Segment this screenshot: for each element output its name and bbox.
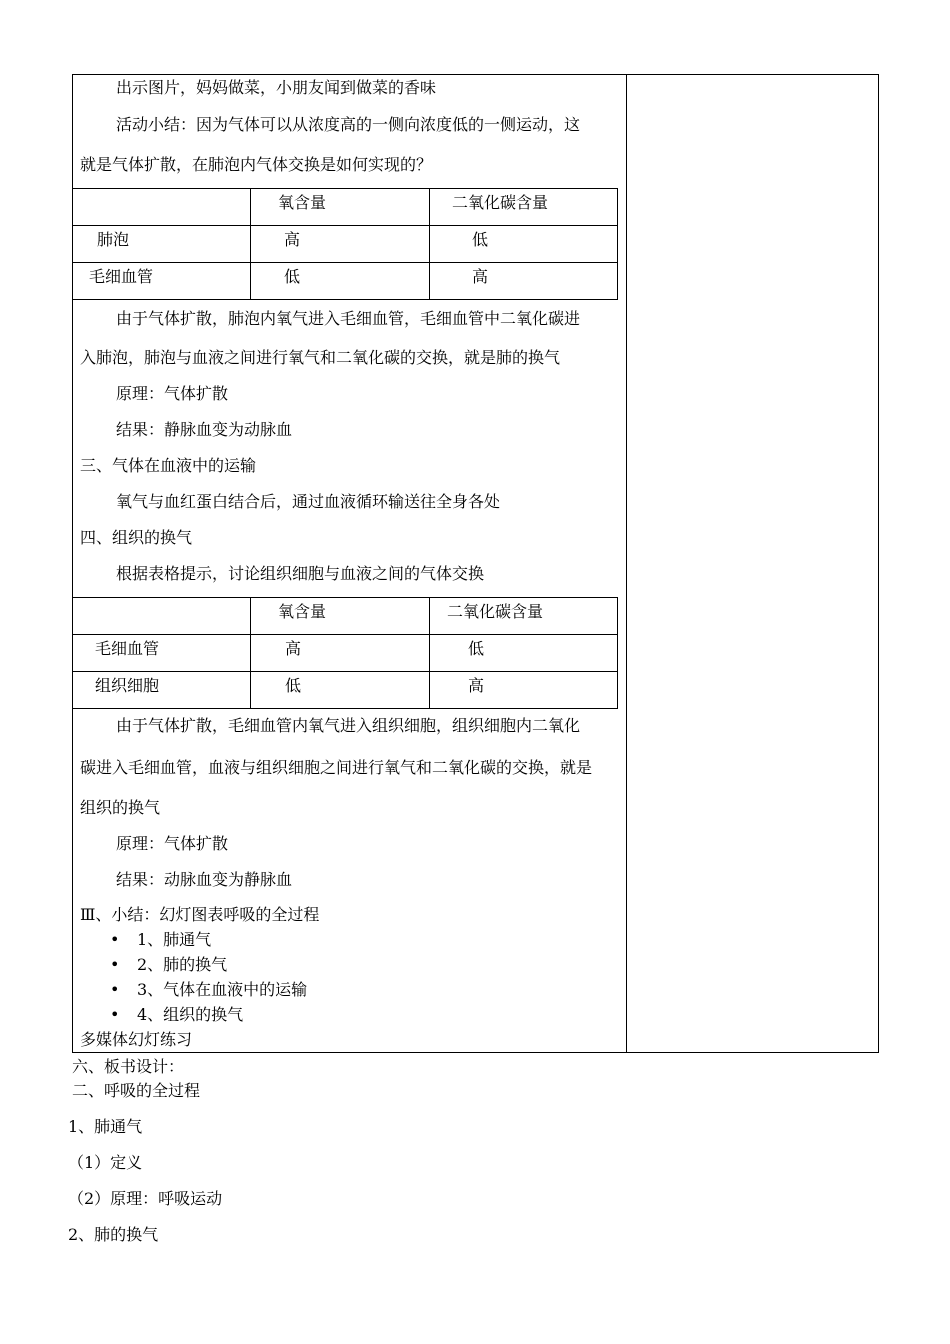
table-header-oxygen: 氧含量 — [251, 598, 430, 635]
transport-text: 氧气与血红蛋白结合后，通过血液循环输送往全身各处 — [116, 492, 501, 511]
list-item: 4、组织的换气 — [137, 1005, 244, 1024]
practice-text: 多媒体幻灯练习 — [80, 1030, 193, 1049]
result-text: 结果：动脉血变为静脉血 — [116, 870, 293, 889]
tissue-gas-table — [72, 597, 618, 709]
section-heading-4: 四、组织的换气 — [80, 528, 193, 547]
table-header-co2: 二氧化碳含量 — [430, 189, 618, 226]
paragraph-picture: 出示图片，妈妈做菜，小朋友闻到做菜的香味 — [116, 78, 437, 97]
board-line: （1）定义 — [68, 1153, 143, 1172]
table-cell: 低 — [251, 672, 430, 709]
list-bullet: • — [110, 930, 120, 949]
board-line: 1、肺通气 — [68, 1117, 143, 1136]
list-bullet: • — [110, 980, 120, 999]
table-row — [73, 672, 618, 709]
diffusion-lung-line2: 入肺泡，肺泡与血液之间进行氧气和二氧化碳的交换，就是肺的换气 — [80, 348, 561, 367]
table-header-oxygen: 氧含量 — [251, 189, 430, 226]
diffusion-lung-line1: 由于气体扩散，肺泡内氧气进入毛细血管，毛细血管中二氧化碳进 — [116, 309, 581, 328]
table-cell: 高 — [430, 263, 618, 300]
board-design-heading: 六、板书设计： — [72, 1057, 185, 1076]
board-line: 二、呼吸的全过程 — [72, 1081, 201, 1100]
section-heading-3: 三、气体在血液中的运输 — [80, 456, 257, 475]
table-cell: 毛细血管 — [73, 263, 251, 300]
column-divider — [626, 74, 627, 1053]
alveoli-gas-table — [72, 188, 618, 300]
table-cell: 肺泡 — [73, 226, 251, 263]
table-cell: 高 — [251, 635, 430, 672]
table-row — [73, 635, 618, 672]
table-cell: 高 — [251, 226, 430, 263]
table-row — [73, 263, 618, 300]
board-line: 2、肺的换气 — [68, 1225, 159, 1244]
list-item: 2、肺的换气 — [137, 955, 228, 974]
principle-text: 原理：气体扩散 — [116, 384, 229, 403]
diffusion-tissue-line3: 组织的换气 — [80, 798, 161, 817]
board-line: （2）原理：呼吸运动 — [68, 1189, 223, 1208]
list-item: 1、肺通气 — [137, 930, 212, 949]
table-cell — [73, 598, 251, 635]
summary-heading: Ⅲ、小结：幻灯图表呼吸的全过程 — [80, 905, 320, 924]
table-cell: 高 — [430, 672, 618, 709]
table-header-row — [73, 598, 618, 635]
principle-text: 原理：气体扩散 — [116, 834, 229, 853]
table-cell: 低 — [430, 635, 618, 672]
diffusion-tissue-line2: 碳进入毛细血管，血液与组织细胞之间进行氧气和二氧化碳的交换，就是 — [80, 758, 593, 777]
list-bullet: • — [110, 955, 120, 974]
result-text: 结果：静脉血变为动脉血 — [116, 420, 293, 439]
list-bullet: • — [110, 1005, 120, 1024]
table-header-row — [73, 189, 618, 226]
table-header-co2: 二氧化碳含量 — [430, 598, 618, 635]
list-item: 3、气体在血液中的运输 — [137, 980, 308, 999]
table-cell: 低 — [430, 226, 618, 263]
diffusion-tissue-line1: 由于气体扩散，毛细血管内氧气进入组织细胞，组织细胞内二氧化 — [116, 716, 581, 735]
activity-summary-line2: 就是气体扩散，在肺泡内气体交换是如何实现的？ — [80, 155, 433, 174]
table-cell: 组织细胞 — [73, 672, 251, 709]
table-prompt-text: 根据表格提示，讨论组织细胞与血液之间的气体交换 — [116, 564, 485, 583]
table-row — [73, 226, 618, 263]
table-cell — [73, 189, 251, 226]
table-cell: 毛细血管 — [73, 635, 251, 672]
activity-summary-line1: 活动小结：因为气体可以从浓度高的一侧向浓度低的一侧运动，这 — [116, 115, 581, 134]
table-cell: 低 — [251, 263, 430, 300]
